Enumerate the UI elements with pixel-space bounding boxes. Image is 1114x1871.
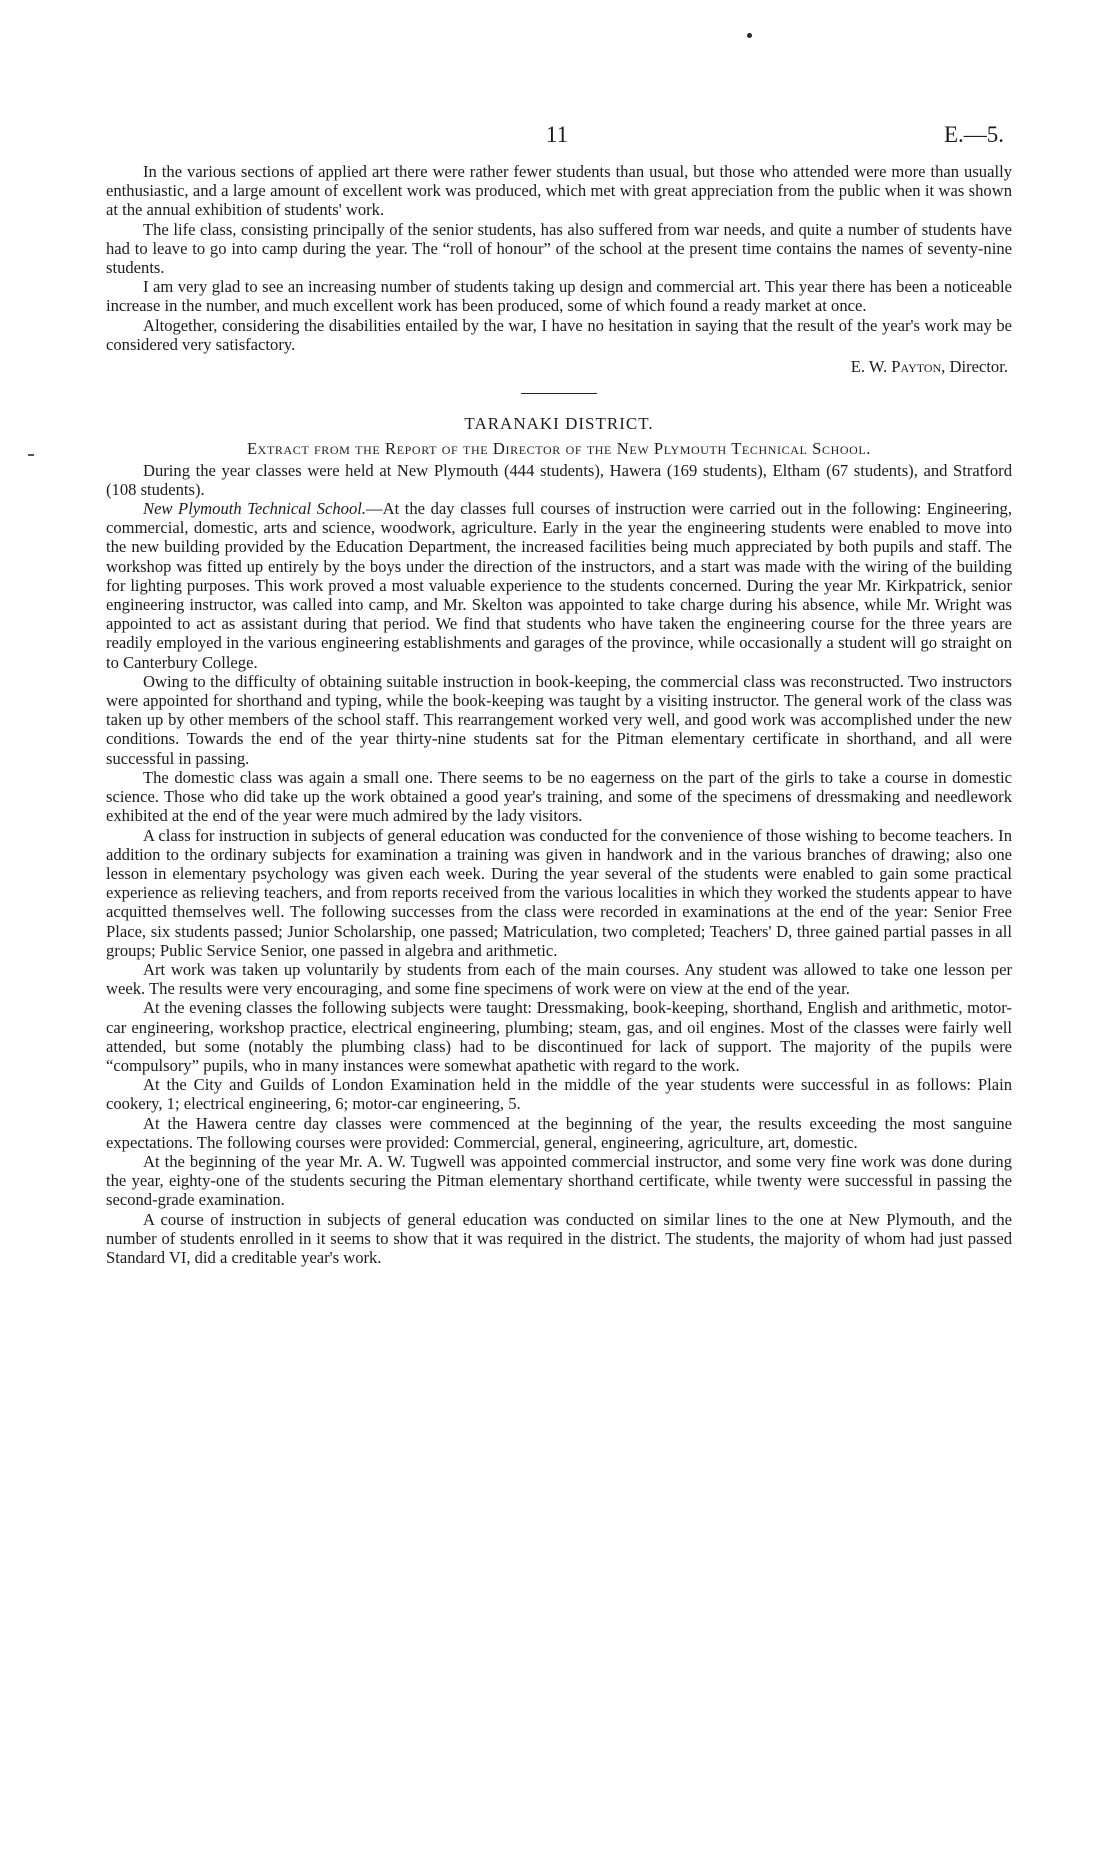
paragraph: At the Hawera centre day classes were commenced at the beginning of the year, the results exceeding the most sanguine expectations. The following courses were provided: Commercial, general, engineering, agriculture, art, domestic. [106, 1113, 1012, 1152]
signature [106, 357, 1012, 376]
signature-title: Director. [945, 357, 1008, 377]
paragraph: At the beginning of the year Mr. A. W. Tugwell was appointed commercial instructor, and some very fine work was done during the year, eighty-one of the students securing the Pitman elementary shorthand certificate, while twenty were successful in passing the second-grade examination. [106, 1151, 1012, 1210]
scan-mark-left [28, 454, 34, 456]
page-number: 11 [545, 122, 569, 147]
extract-heading: Extract from the Report of the Director of the New Plymouth Technical School. [246, 439, 872, 459]
paragraph: The life class, consisting principally of the senior students, has also suffered from war needs, and quite a number of students have had to leave to go into camp during the year. The “roll of honour” of the school at the present time contains the names of seventy-nine students. [106, 219, 1012, 278]
scan-mark-top [747, 33, 752, 38]
paragraph: A class for instruction in subjects of general education was conducted for the convenience of those wishing to become teachers. In addition to the ordinary subjects for examination a training was given in handwork and in the various branches of drawing; also one lesson in elementary psychology was given each week. During the year several of the students were enabled to gain some practical experience as relieving teachers, and from reports received from the various localities in which they worked the students appear to have acquitted themselves well. The following successes from the class were recorded in examinations at the end of the year: Senior Free Place, six students passed; Junior Scholarship, one passed; Matriculation, two completed; Teachers' D, three gained partial passes in all groups; Public Service Senior, one passed in algebra and arithmetic. [106, 825, 1012, 960]
section-divider [521, 393, 597, 394]
paragraph: Owing to the difficulty of obtaining suitable instruction in book-keeping, the commercial class was reconstructed. Two instructors were appointed for shorthand and typing, while the book-keeping was taught by a visiting instructor. The general work of the class was taken up by other members of the school staff. This rearrangement worked very well, and good work was accomplished under the new conditions. Towards the end of the year thirty-nine students sat for the Pitman elementary certificate in shorthand, and all were successful in passing. [106, 671, 1012, 768]
signature-name: E. W. Payton, [850, 357, 946, 377]
art-report-section [106, 162, 1012, 376]
paragraph: At the evening classes the following subjects were taught: Dressmaking, book-keeping, shorthand, English and arithmetic, motor-car engineering, workshop practice, electrical engineering, plumbing; steam, gas, and oil engines. Most of the classes were fairly well attended, but some (notably the plumbing class) had to be discontinued for lack of support. The majority of the pupils were “compulsory” pupils, who in many instances were somewhat apathetic with regard to the work. [106, 998, 1012, 1075]
paragraph: I am very glad to see an increasing number of students taking up design and commercial art. This year there has been a noticeable increase in the number, and much excellent work has been produced, some of which found a ready market at once. [106, 277, 1012, 316]
district-heading: TARANAKI DISTRICT. [464, 414, 654, 434]
paragraph: The domestic class was again a small one. There seems to be no eagerness on the part of the girls to take a course in domestic science. Those who did take up the work obtained a good year's training, and some of the specimens of dressmaking and needlework exhibited at the end of the year were much admired by the lady visitors. [106, 767, 1012, 826]
taranaki-section [106, 414, 1012, 1267]
paragraph: During the year classes were held at New Plymouth (444 students), Hawera (169 students), Eltham (67 students), and Stratford (108 students). [106, 460, 1012, 499]
page-body [106, 162, 1012, 1267]
paragraph: Art work was taken up voluntarily by students from each of the main courses. Any student was allowed to take one lesson per week. The results were very encouraging, and some fine specimens of work were on view at the end of the year. [106, 959, 1012, 999]
document-reference: E.—5. [943, 122, 1004, 147]
paragraph-text: —At the day classes full courses of instruction were carried out in the following: Engineering, commercial, domestic, arts and science, woodwork, agriculture. Early in the year the engineering students were enabled to move into the new building provided by the Education Department, the increased facilities being much appreciated by both pupils and staff. The workshop was fitted up entirely by the boys under the direction of the instructors, and a start was made with the wiring of the building for lighting purposes. This work proved a most valuable experience to the students concerned. During the year Mr. Kirkpatrick, senior engineering instructor, was called into camp, and Mr. Skelton was appointed to take charge during his absence, while Mr. Wright was appointed to act as assistant during that period. We find that students who have taken the engineering course for the three years are readily employed in the various engineering establishments and garages of the province, while occasionally a student will go straight on to Canterbury College. [106, 499, 1012, 672]
paragraph: Altogether, considering the disabilities entailed by the war, I have no hesitation in saying that the result of the year's work may be considered very satisfactory. [106, 315, 1012, 354]
paragraph: In the various sections of applied art there were rather fewer students than usual, but those who attended were more than usually enthusiastic, and a large amount of excellent work was produced, which met with great appreciation from the public when it was shown at the annual exhibition of students' work. [106, 162, 1012, 220]
paragraph: A course of instruction in subjects of general education was conducted on similar lines to the one at New Plymouth, and the number of students enrolled in it seems to show that it was required in the district. The students, the majority of whom had just passed Standard VI, did a creditable year's work. [106, 1209, 1012, 1267]
paragraph [106, 499, 1012, 672]
paragraph: At the City and Guilds of London Examination held in the middle of the year students were successful in as follows: Plain cookery, 1; electrical engineering, 6; motor-car engineering, 5. [106, 1075, 1012, 1114]
school-subheading: New Plymouth Technical School. [143, 499, 366, 519]
